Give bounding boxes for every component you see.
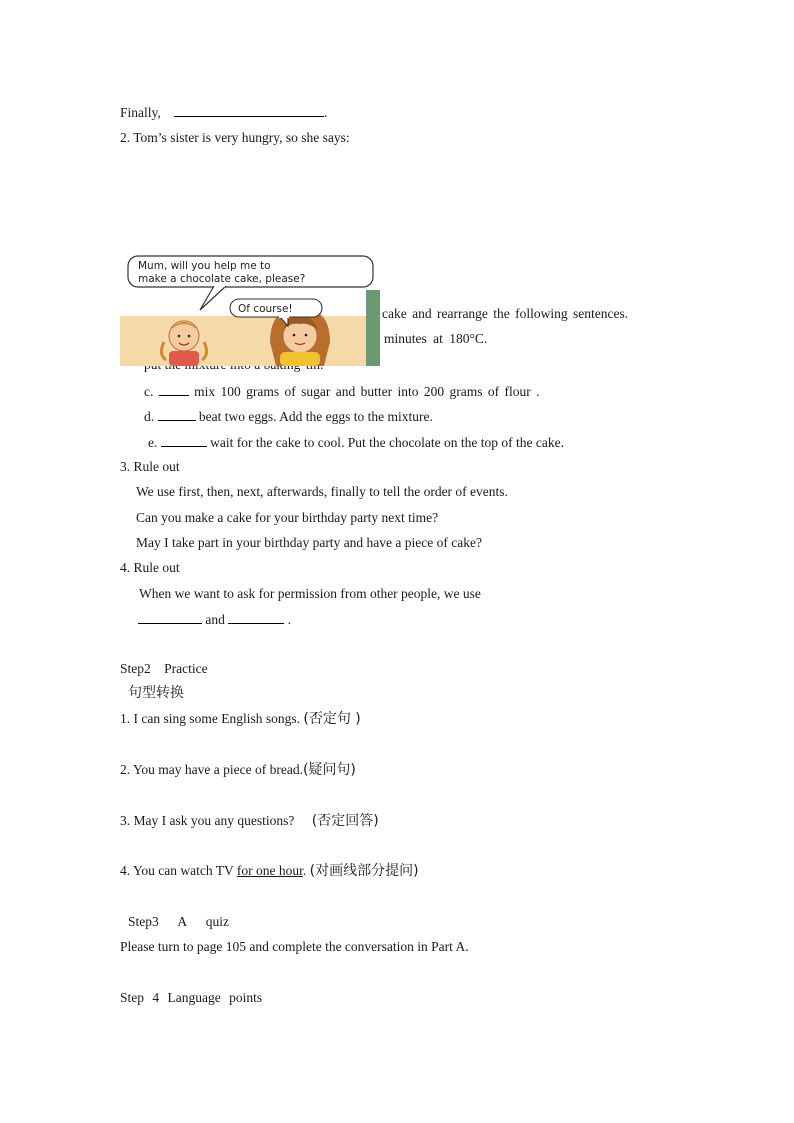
rule4-title: 4. Rule out — [120, 560, 180, 575]
item-e-text: wait for the cake to cool. Put the chocolate on the top of the cake. — [210, 435, 564, 450]
item-b-tail: minutes at 180°C. — [384, 331, 488, 346]
sentence-1-instruction: (否定句 ) — [303, 711, 361, 727]
sentence-2-instruction: (疑问句) — [302, 762, 356, 778]
rule3-title: 3. Rule out — [120, 459, 180, 474]
finally-line — [120, 104, 328, 121]
step2-title: Step2 Practice — [120, 661, 208, 676]
girl-bubble-line-1: Mum, will you help me to — [138, 260, 271, 272]
item-2: 2. Tom’s sister is very hungry, so she says: — [120, 130, 350, 145]
item-c-prefix: c. — [144, 384, 154, 399]
rule3-line-1: We use first, then, next, afterwards, finally to tell the order of events. — [136, 484, 508, 499]
step3-title: Step3 A quiz — [128, 914, 230, 929]
step2-sentence-4 — [120, 863, 419, 879]
finally-blank — [174, 104, 324, 117]
girl-bubble-line-2: make a chocolate cake, please? — [138, 273, 306, 285]
sentence-1-en: 1. I can sing some English songs. — [120, 711, 300, 726]
rule4-blank-1 — [138, 611, 202, 624]
sentence-4-instruction: (对画线部分提问) — [309, 863, 419, 879]
item-e-blank — [161, 434, 207, 447]
sentence-3-instruction: (否定回答) — [311, 813, 379, 829]
item-c-blank — [159, 383, 189, 396]
finally-period: . — [324, 105, 328, 120]
mum-bubble-text: Of course! — [238, 303, 293, 315]
rule4-blank-2 — [228, 611, 284, 624]
item-e — [148, 434, 564, 451]
green-wall-strip — [366, 290, 380, 366]
item-c — [144, 383, 539, 400]
item-e-prefix: e. — [148, 435, 158, 450]
sentence-2-en: 2. You may have a piece of bread. — [120, 762, 303, 777]
rule3-line-3: May I take part in your birthday party and have a piece of cake? — [136, 535, 482, 550]
rule4-period: . — [287, 612, 291, 627]
step2-sentence-2 — [120, 762, 356, 778]
step2-sentence-1 — [120, 711, 361, 727]
rule3-line-2: Can you make a cake for your birthday party next time? — [136, 510, 439, 525]
rule4-and: and — [205, 612, 225, 627]
rule4-line-1: When we want to ask for permission from other people, we use — [139, 586, 481, 601]
cake-dialogue-illustration — [120, 250, 380, 366]
step2-sentence-3 — [120, 813, 379, 829]
step4-title: Step 4 Language points — [120, 990, 263, 1005]
item-d-text: beat two eggs. Add the eggs to the mixture. — [198, 409, 433, 424]
sentence-4-en: 4. You can watch TV — [120, 863, 234, 878]
step2-subtitle: 句型转换 — [128, 685, 184, 701]
step3-text: Please turn to page 105 and complete the conversation in Part A. — [120, 939, 469, 954]
sentence-4-underlined: for one hour — [236, 863, 303, 878]
item-d-prefix: d. — [144, 409, 155, 424]
list-intro: cake and rearrange the following sentences. — [382, 306, 629, 321]
item-c-text: mix 100 grams of sugar and butter into 200 grams of flour . — [194, 384, 540, 399]
item-d — [144, 408, 433, 425]
sentence-3-en: 3. May I ask you any questions? — [120, 813, 295, 828]
item-d-blank — [158, 408, 196, 421]
finally-label: Finally, — [120, 105, 161, 120]
sentence-4-period: . — [302, 863, 307, 878]
rule4-blanks-line — [138, 611, 291, 628]
